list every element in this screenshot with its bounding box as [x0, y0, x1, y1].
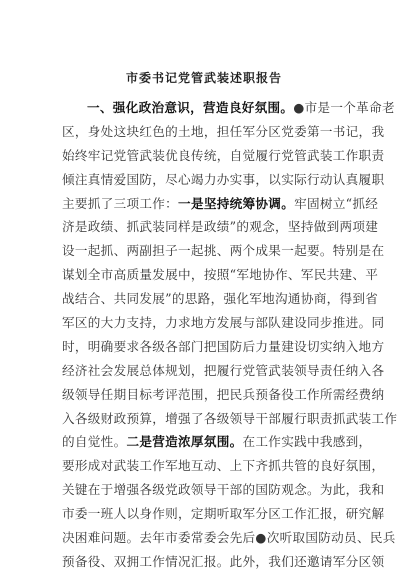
body-text-segment: 战结合、共同发展”的思路，强化军地沟通协商，得到省 [62, 291, 379, 307]
paragraph-line [62, 215, 379, 239]
paragraph-line [62, 335, 385, 359]
body-text-segment: 济是政绩、抓武装同样是政绩”的观念，坚持做到两项建 [62, 219, 379, 235]
body-text-segment: 倾注真情爱国防，尽心竭力办实事，以实际行动认真履职 [62, 171, 385, 187]
paragraph-line [62, 120, 385, 144]
paragraph-line [62, 430, 372, 454]
body-text-segment: 设一起抓、两副担子一起挑、两个成果一起要。特别是在 [62, 243, 385, 259]
body-text-segment: 主要抓了三项工作： [62, 195, 179, 211]
paragraph-line [62, 311, 385, 335]
body-text-segment: 在工作实践中我感到， [242, 434, 372, 450]
body-text-segment: 区，身处这块红色的土地，担任军分区党委第一书记，我 [62, 123, 385, 139]
body-text-segment: 军区的大力支持，力求地方发展与部队建设同步推进。同 [62, 315, 385, 331]
body-text-segment: 经济社会发展总体规划，把履行党管武装领导责任纳入各 [62, 362, 385, 378]
body-text-segment: 级领导任期目标考评范围，把民兵预备役工作所需经费纳 [62, 386, 385, 402]
body-text-segment: 的自觉性。 [62, 434, 127, 450]
body-text-segment: 牢固树立“抓经 [294, 195, 379, 211]
bold-heading-text: 二是营造浓厚氛围。 [126, 434, 243, 450]
paragraph-line [62, 239, 385, 263]
bold-heading-text: 一是坚持统筹协调。 [178, 195, 295, 211]
body-text-segment: 始终牢记党管武装优良传统，自觉履行党管武装工作职责 [62, 147, 385, 163]
document-title: 市委书记党管武装述职报告 [125, 71, 282, 85]
body-text-segment: 入各级财政预算，增强了各级领导干部履行职责抓武装工作 [62, 410, 398, 426]
body-text-segment: ●市是一个革命老 [293, 100, 395, 115]
paragraph-line [62, 287, 379, 311]
paragraph-line [62, 192, 379, 216]
paragraph-line [62, 526, 396, 550]
paragraph-line [62, 96, 395, 120]
document-body [62, 96, 398, 574]
paragraph-line [62, 502, 385, 526]
paragraph-line [62, 168, 385, 192]
paragraph-line [62, 359, 385, 383]
body-text-segment: 关键在于增强各级党政领导干部的国防观念。为此，我和 [62, 482, 385, 498]
paragraph-line [62, 454, 385, 478]
body-text-segment: 谋划全市高质量发展中，按照“军地协作、军民共建、平 [62, 267, 379, 283]
paragraph-line [62, 383, 385, 407]
bold-heading-text: 一、强化政治意识，营造良好氛围。 [87, 100, 294, 115]
body-text-segment: 预备役、双拥工作情况汇报。此外，我们还邀请军分区领 [62, 553, 385, 569]
paragraph-line [62, 478, 385, 502]
paragraph-line [62, 407, 398, 431]
body-text-segment: 要形成对武装工作军地互动、上下齐抓共管的良好氛围， [62, 458, 385, 474]
paragraph-line [62, 550, 385, 574]
body-text-segment: 市委一班人以身作则，定期听取军分区工作汇报，研究解 [62, 506, 385, 522]
body-text-segment: 时，明确要求各级各部门把国防后力量建设切实纳入地方 [62, 338, 385, 354]
body-text-segment: 决困难问题。去年市委常委会先后●次听取国防动员、民兵 [62, 530, 396, 546]
paragraph-line [62, 263, 379, 287]
paragraph-line [62, 144, 385, 168]
